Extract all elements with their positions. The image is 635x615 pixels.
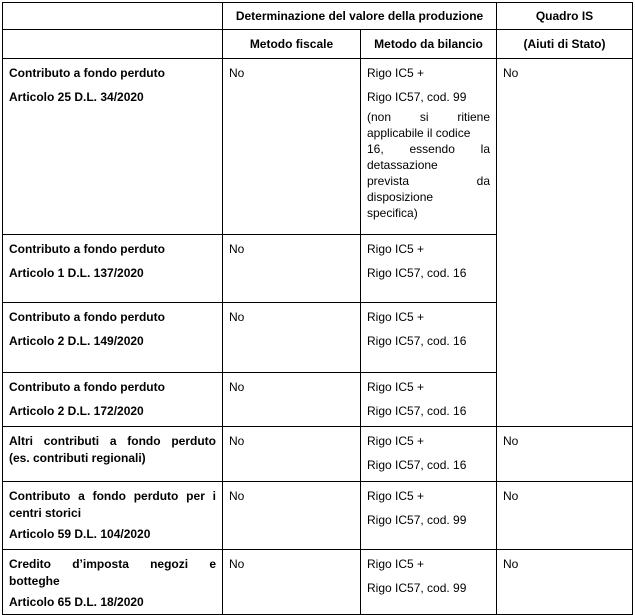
bilancio-line-1: Rigo IC5 + — [367, 310, 425, 324]
header-group-title: Determinazione del valore della produzione — [223, 3, 497, 30]
metodo-fiscale-value: No — [223, 59, 361, 235]
quadro-is-value: No — [497, 427, 633, 482]
row-name: Credito d’imposta negozi e — [9, 557, 216, 571]
bilancio-line-2: Rigo IC57, cod. 99 — [367, 513, 467, 527]
bilancio-note-line: disposizione — [367, 190, 434, 204]
row-article: Articolo 2 D.L. 172/2020 — [9, 404, 144, 418]
bilancio-line-1: Rigo IC5 + — [367, 489, 425, 503]
row-article: Articolo 2 D.L. 149/2020 — [9, 334, 144, 348]
metodo-fiscale-value: No — [223, 427, 361, 482]
bilancio-line-2: Rigo IC57, cod. 16 — [367, 334, 467, 348]
bilancio-note-line: (non si ritiene — [367, 110, 491, 124]
bilancio-line-2: Rigo IC57, cod. 99 — [367, 581, 467, 595]
table-row — [3, 482, 633, 550]
metodo-fiscale-value: No — [223, 373, 361, 427]
header-quadro-title: Quadro IS — [497, 3, 633, 30]
bilancio-line-2: Rigo IC57, cod. 16 — [367, 458, 467, 472]
row-article: (es. contributi regionali) — [9, 451, 146, 465]
metodo-bilancio-value — [361, 235, 497, 303]
bilancio-line-1: Rigo IC5 + — [367, 557, 425, 571]
row-label — [3, 303, 223, 373]
bilancio-line-1: Rigo IC5 + — [367, 66, 425, 80]
row-name: Altri contributi a fondo perduto — [9, 434, 216, 448]
header-quadro-sub: (Aiuti di Stato) — [497, 30, 633, 59]
row-name: Contributo a fondo perduto — [9, 66, 165, 80]
row-label — [3, 550, 223, 615]
bilancio-note-line: specifica) — [367, 206, 418, 220]
bilancio-note-line: detassazione — [367, 158, 438, 172]
header-metodo-bilancio: Metodo da bilancio — [361, 30, 497, 59]
bilancio-line-1: Rigo IC5 + — [367, 380, 425, 394]
row-label — [3, 235, 223, 303]
quadro-is-value: No — [497, 550, 633, 615]
row-article: Articolo 65 D.L. 18/2020 — [9, 595, 144, 609]
row-label — [3, 482, 223, 550]
metodo-fiscale-value: No — [223, 482, 361, 550]
metodo-bilancio-value — [361, 550, 497, 615]
bilancio-line-2: Rigo IC57, cod. 16 — [367, 404, 467, 418]
bilancio-note-line: applicabile il codice — [367, 126, 471, 140]
header-metodo-fiscale: Metodo fiscale — [223, 30, 361, 59]
bilancio-note-line: 16, essendo la — [367, 142, 491, 156]
metodo-bilancio-value — [361, 373, 497, 427]
aid-classification-table — [2, 2, 633, 615]
quadro-is-value: No — [497, 482, 633, 550]
bilancio-line-2: Rigo IC57, cod. 99 — [367, 90, 467, 104]
row-name: Contributo a fondo perduto — [9, 310, 165, 324]
bilancio-line-1: Rigo IC5 + — [367, 434, 425, 448]
row-name: Contributo a fondo perduto — [9, 242, 165, 256]
metodo-bilancio-value — [361, 59, 497, 235]
row-name-cont: botteghe — [9, 574, 60, 588]
table-row — [3, 550, 633, 615]
metodo-bilancio-value — [361, 427, 497, 482]
row-label — [3, 59, 223, 235]
metodo-fiscale-value: No — [223, 303, 361, 373]
row-article: Articolo 25 D.L. 34/2020 — [9, 90, 144, 104]
bilancio-line-2: Rigo IC57, cod. 16 — [367, 266, 467, 280]
bilancio-note-line: prevista da — [367, 174, 491, 188]
bilancio-line-1: Rigo IC5 + — [367, 242, 425, 256]
row-name: Contributo a fondo perduto — [9, 380, 165, 394]
quadro-is-value: No — [497, 59, 633, 427]
header-blank — [3, 3, 223, 30]
row-label — [3, 427, 223, 482]
metodo-bilancio-value — [361, 303, 497, 373]
table-row — [3, 59, 633, 235]
row-article: Articolo 1 D.L. 137/2020 — [9, 266, 144, 280]
row-name: Contributo a fondo perduto per i — [9, 489, 216, 503]
row-article: Articolo 59 D.L. 104/2020 — [9, 527, 151, 541]
metodo-bilancio-value — [361, 482, 497, 550]
row-name-cont: centri storici — [9, 506, 82, 520]
header-blank-2 — [3, 30, 223, 59]
metodo-fiscale-value: No — [223, 235, 361, 303]
metodo-fiscale-value: No — [223, 550, 361, 615]
row-label — [3, 373, 223, 427]
table-row — [3, 427, 633, 482]
